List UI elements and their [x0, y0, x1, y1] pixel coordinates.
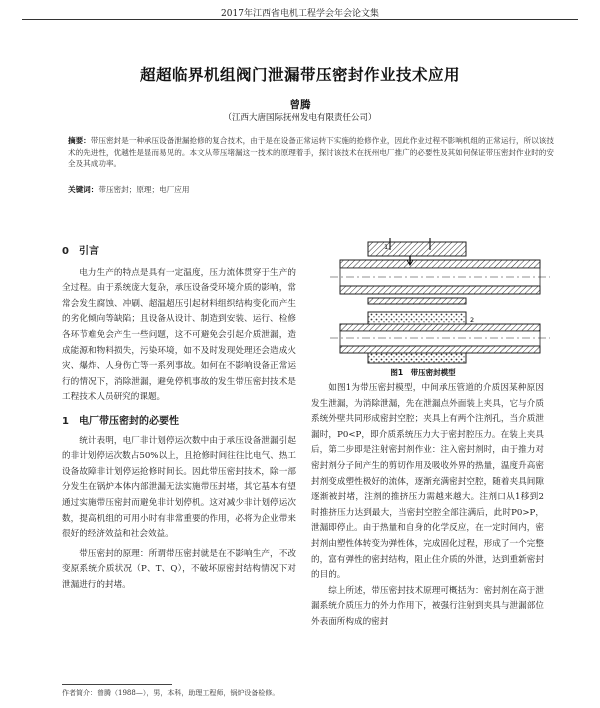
seal-model-diagram — [320, 238, 560, 366]
author-footnote: 作者简介：曾腾（1988—），男，本科，助理工程师，锅炉设备检修。 — [62, 689, 280, 697]
left-column — [62, 244, 296, 593]
section-1-heading: 1 电厂带压密封的必要性 — [62, 415, 179, 427]
model-top — [330, 238, 550, 304]
running-header: 2017年江西省电机工程学会年会论文集 — [221, 9, 379, 19]
clamp-bottom-upper — [368, 298, 466, 304]
section-0-heading: 0 引言 — [62, 246, 99, 257]
section-1-paragraph-2: 带压密封的原理：所谓带压密封就是在不影响生产，不改变原系统介质状况（P、T、Q），不破坏原密封结构情况下对泄漏进行的封堵。 — [62, 548, 296, 590]
section-1-paragraph-1: 统计表明，电厂非计划停运次数中由于承压设备泄漏引起的非计划停运次数占50%以上，且抢修时间往往比电气、热工设备故障非计划停运抢修时间长。因此带压密封技术，除一部分发生在锅炉本体内部泄漏无法实施带压封堵，其它基本有望通过实施带压密封而避免非计划停机。这对减少非计划停运次数，提高机组的可用小时有非常重要的作用，必将为企业带来很好的经济效益和社会效益。 — [62, 435, 296, 540]
keywords — [68, 184, 554, 195]
figure-caption: 图1 带压密封模型 — [390, 368, 456, 377]
right-paragraph-1: 如图1为带压密封模型，中间承压管道的介质因某种原因发生泄漏，为消除泄漏，先在泄漏点外面装上夹具，它与介质系统外壁共同形成密封空腔；夹具上有两个注剂孔，当介质泄漏时，P0<P，即介质系统压力大于密封腔压力。在装上夹具后，第二步即是注射密封剂作业：注入密封剂时，由于推力对密封剂分子间产生的剪切作用及吸收外界的热量，温度升高密封剂变成塑性极好的流体，逐渐充满密封空腔，随着夹具间隙逐渐被封堵，注剂的推挤压力需越来越大。注剂口从1移到2时推挤压力达到最大，当密封空腔全部注满后，此时P0>P，泄漏即停止。由于热量和自身的化学反应，在一定时间内，密封剂由塑性体转变为弹性体，完成固化过程，形成了一个完整的，富有弹性的密封结构，阻止住介质的外泄，达到重新密封的目的。 — [311, 383, 544, 581]
label-port-1: 1 — [384, 243, 389, 251]
keywords-label: 关键词： — [68, 185, 99, 194]
right-paragraph-2: 综上所述，带压密封技术原理可概括为：密封剂在高于泄漏系统介质压力的外力作用下，被强行注射到夹具与泄漏部位外表面所构成的密封 — [311, 585, 544, 627]
label-port-2: 2 — [470, 316, 475, 324]
figure-1 — [320, 238, 560, 366]
pipe-wall-upper-2 — [340, 324, 540, 331]
pipe-bore-lower — [340, 331, 540, 346]
pipe-wall-lower — [340, 286, 540, 294]
author-name: 曾腾 — [289, 99, 311, 111]
paper-title: 超超临界机组阀门泄漏带压密封作业技术应用 — [139, 66, 460, 84]
model-bottom — [330, 312, 550, 363]
section-0-paragraph: 电力生产的特点是具有一定温度，压力流体贯穿于生产的全过程。由于系统庞大复杂，承压设备受环境介质的影响，常常会发生腐蚀、冲刷、超温超压引起材料组织结构变化而产生的劣化倾向等缺陷；且设备从设计、制造到安装、运行、检修各环节难免会产生一些问题，这不可避免会引起介质泄漏，造成能源和物料损失，污染环境，如不及时发现处理还会造成火灾、爆炸、人身伤亡等一系列事故。如何在不影响设备正常运行的情况下，消除泄漏，避免停机事故的发生带压密封技术是工程技术人员研究的课题。 — [62, 267, 296, 403]
pipe-wall-lower-2 — [340, 346, 540, 353]
abstract-label: 摘要： — [68, 136, 91, 145]
keywords-text: 带压密封；原理；电厂应用 — [98, 185, 190, 194]
abstract-text: 带压密封是一种承压设备泄漏抢修的复合技术，由于是在设备正常运转下实施的抢修作业，因此作业过程不影响机组的正常运行，所以该技术的先进性，优越性是显而易见的。本文从带压堵漏这一技术的原理着手，探讨该技术在抚州电厂推广的必要性及其如何保证带压密封作业时的安全及其成功率。 — [68, 136, 554, 168]
pipe-wall-upper — [340, 260, 540, 268]
footnote-rule — [62, 684, 172, 685]
header-rule — [22, 19, 578, 20]
right-column — [311, 381, 544, 631]
sealant-bottom — [368, 353, 466, 363]
sealant-top — [368, 312, 466, 324]
author-affiliation: （江西大唐国际抚州发电有限责任公司） — [223, 113, 377, 123]
abstract — [68, 135, 554, 170]
clamp-top-upper — [368, 242, 466, 256]
